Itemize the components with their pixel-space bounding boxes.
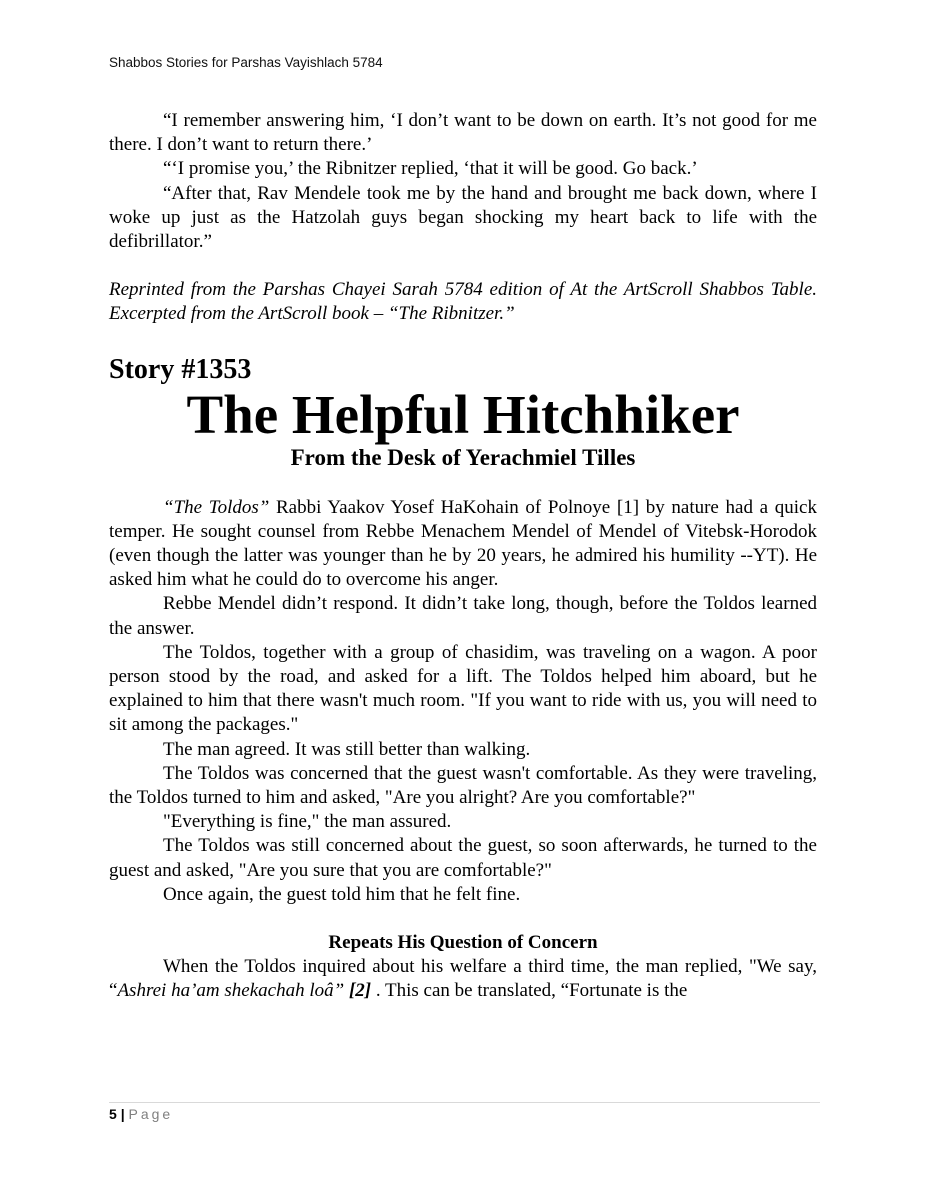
story-paragraph [109,955,817,1003]
footnote-ref[interactable]: [2] [348,980,372,1002]
page-number: 5 [109,1106,117,1122]
story-paragraph-text: Rabbi Yaakov Yosef HaKohain of Polnoye [1] by nature had a quick temper. He sought counsel from Rebbe Menachem Mendel of Mendel of Vitebsk-Horodok (even though the latter was younger than he by 20 years, he admired his humility --YT). He asked him what he could do to overcome his anger. [109,496,817,591]
story-paragraph: "Everything is fine," the man assured. [163,811,452,833]
prev-story-paragraph: “I remember answering him, ‘I don’t want to be down on earth. It’s not good for me there. I don’t want to return there.’ [109,110,817,156]
story-paragraph: The Toldos was concerned that the guest wasn't comfortable. As they were traveling, the Toldos turned to him and asked, "Are you alright? Are you comfortable?" [109,762,817,809]
spacer [109,254,817,278]
footer-divider [109,1102,820,1103]
reprint-note: Reprinted from the Parshas Chayei Sarah 5784 edition of At the ArtScroll Shabbos Table. Excerpted from the ArtScroll book – “The Ribnitzer.” [109,279,817,325]
story-title: The Helpful Hitchhiker [186,383,740,445]
prev-story-paragraph: “‘I promise you,’ the Ribnitzer replied, ‘that it will be good. Go back.’ [163,158,698,180]
last-paragraph-end: . This can be translated, “Fortunate is the [375,980,688,1002]
page-body [109,109,817,1003]
story-paragraph: The Toldos was still concerned about the guest, so soon afterwards, he turned to the guest and asked, "Are you sure that you are comfortable?" [109,835,817,881]
hebrew-quote-italic: Ashrei ha’am shekachah loâ” [117,980,345,1002]
toldos-italic: “The Toldos” [163,496,270,518]
last-paragraph-start: When the Toldos inquired about his welfare a third time, the man replied, "We say, “ [109,956,817,1002]
page-label: Page [128,1106,174,1122]
footer-separator: | [120,1106,125,1122]
prev-story-paragraph: “After that, Rav Mendele took me by the hand and brought me back down, where I woke up just as the Hatzolah guys began shocking my heart back to life with the defibrillator.” [109,182,817,253]
story-paragraph: Rebbe Mendel didn’t respond. It didn’t take long, though, before the Toldos learned the answer. [109,593,817,639]
story-number: Story #1353 [109,353,252,385]
story-paragraph: The Toldos, together with a group of chasidim, was traveling on a wagon. A poor person stood by the road, and asked for a lift. The Toldos helped him aboard, but he explained to him that there wasn't much room. "If you want to ride with us, you will need to sit among the packages." [109,641,817,736]
story-paragraph: The man agreed. It was still better than walking. [163,738,531,760]
running-header: Shabbos Stories for Parshas Vayishlach 5784 [109,55,383,70]
story-paragraph: Once again, the guest told him that he felt fine. [163,883,521,905]
page-footer [109,1106,173,1122]
story-paragraph [109,496,817,593]
story-byline: From the Desk of Yerachmiel Tilles [290,444,636,470]
section-subheading: Repeats His Question of Concern [328,932,598,954]
